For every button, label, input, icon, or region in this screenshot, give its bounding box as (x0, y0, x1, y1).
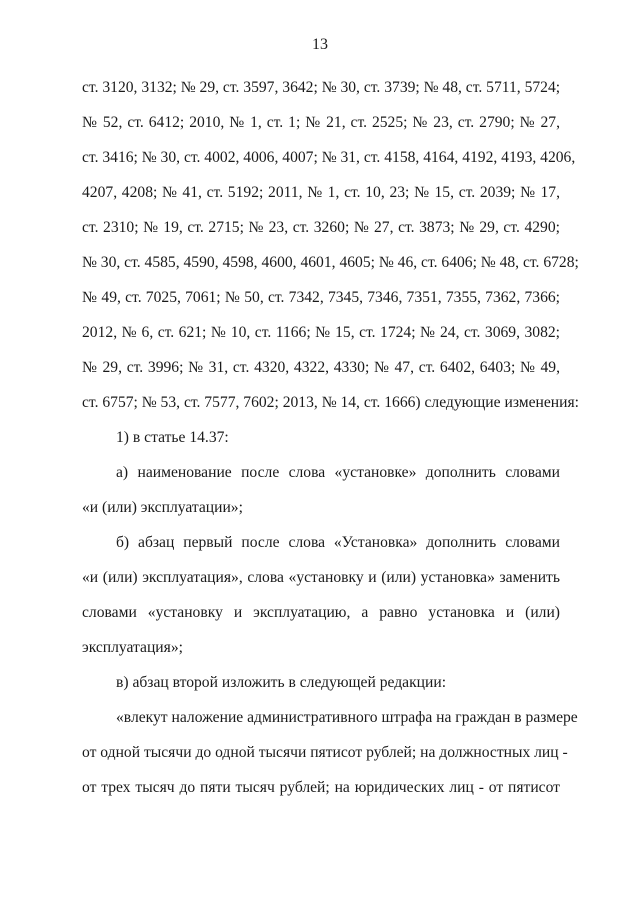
text-line: № 52, ст. 6412; 2010, № 1, ст. 1; № 21, ст. 2525; № 23, ст. 2790; № 27, (82, 114, 560, 131)
text-line: от одной тысячи до одной тысячи пятисот рублей; на должностных лиц - (82, 744, 568, 761)
text-line: ст. 6757; № 53, ст. 7577, 7602; 2013, № 14, ст. 1666) следующие изменения: (82, 394, 580, 411)
paragraph-item-b: б) абзац первый после слова «Установка» дополнить словами (116, 534, 560, 551)
paragraph-item-a: а) наименование после слова «установке» дополнить словами (116, 464, 560, 481)
text-line: от трех тысяч до пяти тысяч рублей; на юридических лиц - от пятисот (82, 779, 560, 796)
text-line: 2012, № 6, ст. 621; № 10, ст. 1166; № 15, ст. 1724; № 24, ст. 3069, 3082; (82, 324, 560, 341)
text-line: № 30, ст. 4585, 4590, 4598, 4600, 4601, 4605; № 46, ст. 6406; № 48, ст. 6728; (82, 254, 579, 271)
text-line: «и (или) эксплуатация», слова «установку и (или) установка» заменить (82, 569, 560, 586)
text-line: «и (или) эксплуатации»; (82, 499, 243, 516)
text-line: ст. 2310; № 19, ст. 2715; № 23, ст. 3260; № 27, ст. 3873; № 29, ст. 4290; (82, 219, 560, 236)
text-line: № 29, ст. 3996; № 31, ст. 4320, 4322, 4330; № 47, ст. 6402, 6403; № 49, (82, 359, 560, 376)
text-line: № 49, ст. 7025, 7061; № 50, ст. 7342, 7345, 7346, 7351, 7355, 7362, 7366; (82, 289, 560, 306)
text-line: эксплуатация»; (82, 639, 183, 656)
text-line: словами «установку и эксплуатацию, а равно установка и (или) (82, 604, 560, 621)
quoted-paragraph: «влекут наложение административного штрафа на граждан в размере (116, 709, 578, 726)
paragraph-item-1: 1) в статье 14.37: (116, 429, 229, 446)
text-line: ст. 3120, 3132; № 29, ст. 3597, 3642; № 30, ст. 3739; № 48, ст. 5711, 5724; (82, 79, 561, 96)
page-number: 13 (312, 36, 328, 53)
text-line: ст. 3416; № 30, ст. 4002, 4006, 4007; № 31, ст. 4158, 4164, 4192, 4193, 4206, (82, 149, 576, 166)
paragraph-item-v: в) абзац второй изложить в следующей редакции: (116, 674, 447, 691)
text-line: 4207, 4208; № 41, ст. 5192; 2011, № 1, ст. 10, 23; № 15, ст. 2039; № 17, (82, 184, 560, 201)
